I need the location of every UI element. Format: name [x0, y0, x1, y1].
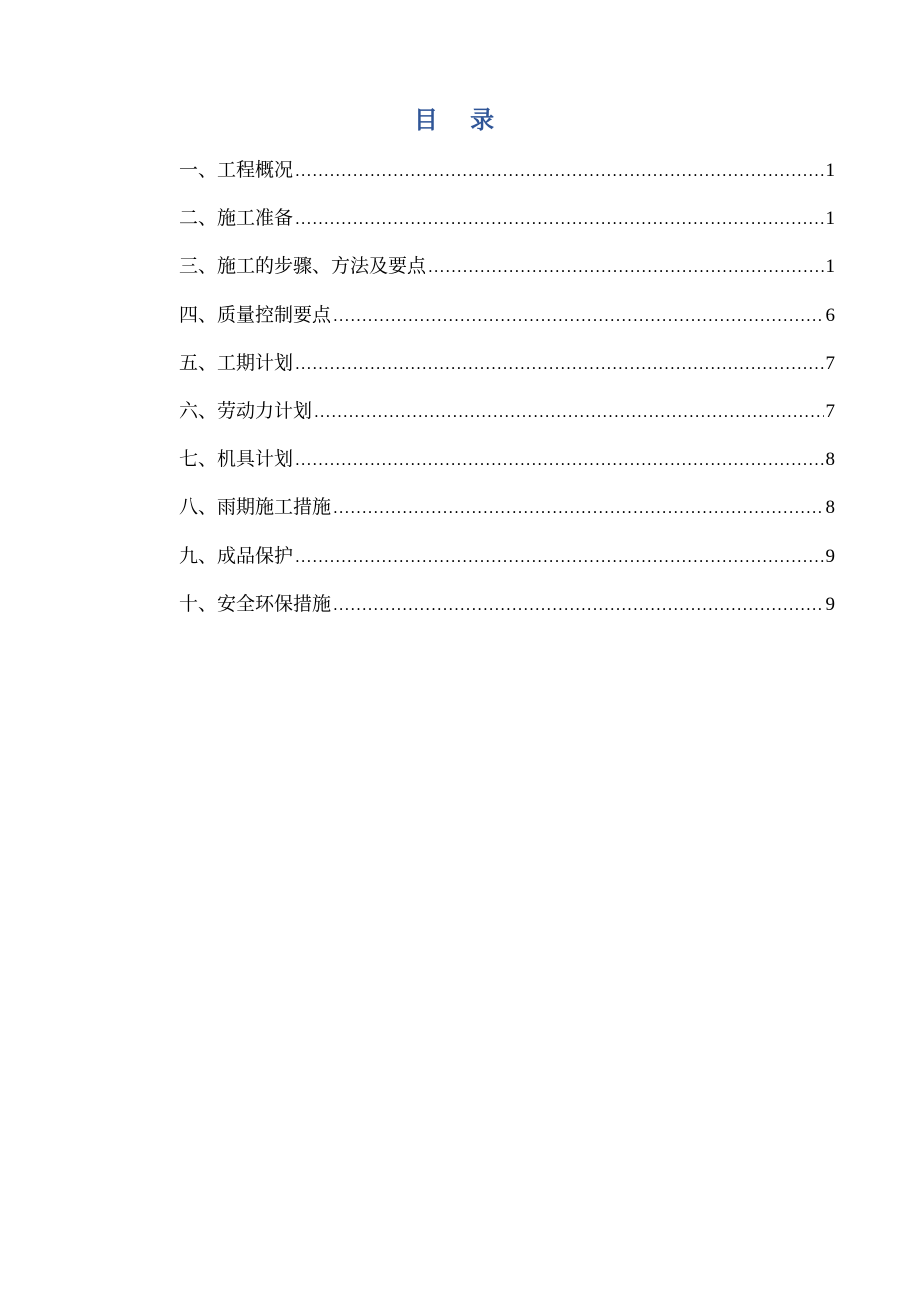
toc-title: 目 录 [413, 105, 507, 134]
toc-leader-dots [333, 494, 823, 522]
toc-entry[interactable] [179, 349, 835, 397]
table-of-contents [179, 156, 835, 638]
toc-entry-page: 7 [825, 400, 835, 422]
toc-entry-label: 四、质量控制要点 [179, 303, 332, 326]
toc-entry[interactable] [179, 445, 835, 493]
toc-entry[interactable] [179, 590, 835, 638]
toc-entry-page: 1 [825, 256, 835, 278]
toc-entry-label: 一、工程概况 [179, 159, 294, 181]
toc-leader-dots [295, 205, 823, 233]
toc-leader-dots [295, 350, 823, 378]
toc-entry-page: 1 [825, 208, 835, 230]
toc-entry[interactable] [179, 204, 835, 252]
toc-entry[interactable] [179, 252, 835, 300]
toc-leader-dots [295, 157, 823, 185]
toc-leader-dots [428, 253, 823, 281]
toc-entry-label: 二、施工准备 [179, 207, 294, 230]
toc-leader-dots [314, 398, 823, 426]
toc-entry-label: 十、安全环保措施 [179, 592, 332, 615]
toc-entry[interactable] [179, 156, 835, 204]
toc-entry-label: 六、劳动力计划 [179, 399, 313, 422]
toc-entry-page: 9 [825, 593, 835, 615]
toc-entry[interactable] [179, 493, 835, 541]
toc-entry-label: 三、施工的步骤、方法及要点 [179, 255, 427, 278]
toc-entry-page: 8 [825, 497, 835, 519]
toc-entry-label: 七、机具计划 [179, 448, 294, 471]
toc-leader-dots [333, 591, 823, 619]
toc-entry-label: 五、工期计划 [179, 351, 294, 374]
toc-entry-page: 7 [825, 352, 835, 374]
toc-entry-label: 九、成品保护 [179, 544, 294, 567]
toc-leader-dots [333, 302, 823, 330]
toc-leader-dots [295, 446, 823, 474]
toc-entry-page: 9 [825, 545, 835, 567]
toc-entry-label: 八、雨期施工措施 [179, 496, 332, 519]
toc-entry[interactable] [179, 397, 835, 445]
toc-entry[interactable] [179, 301, 835, 349]
toc-entry-page: 6 [825, 304, 835, 326]
toc-entry-page: 8 [825, 449, 835, 471]
toc-entry-page: 1 [825, 160, 835, 181]
toc-entry[interactable] [179, 542, 835, 590]
toc-leader-dots [295, 543, 823, 571]
